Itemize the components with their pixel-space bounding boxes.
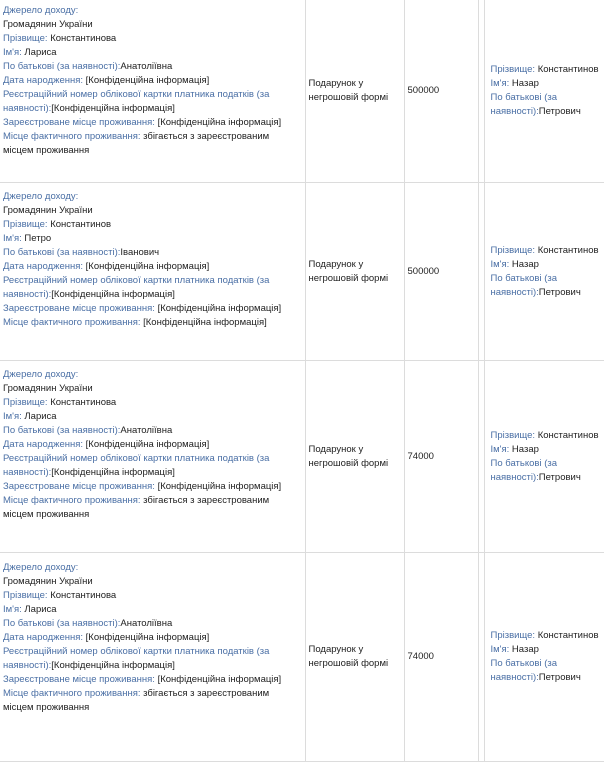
amount-cell <box>404 553 478 762</box>
patronymic-value: Анатоліївна <box>120 61 173 72</box>
recipient-surname-label: Прізвище: <box>490 64 536 75</box>
income-type: Подарунок у негрошовій формі <box>308 443 389 469</box>
recipient-surname-value: Константинов <box>537 429 599 441</box>
dob-label: Дата народження: <box>3 75 84 86</box>
income-amount: 74000 <box>407 450 434 462</box>
dob-value: [Конфіденційна інформація] <box>85 261 210 272</box>
name-label: Ім'я: <box>3 604 22 615</box>
registered-address-label: Зареєстроване місце проживання: <box>3 303 155 314</box>
surname-label: Прізвище: <box>3 33 48 44</box>
dob-value: [Конфіденційна інформація] <box>85 439 210 450</box>
source-label: Джерело доходу: <box>3 191 79 202</box>
recipient-name-value: Назар <box>511 443 539 455</box>
source-label: Джерело доходу: <box>3 5 79 16</box>
tax-number-value: [Конфіденційна інформація] <box>51 289 175 300</box>
name-value: Петро <box>24 233 52 244</box>
table-row <box>0 183 604 361</box>
recipient-name-label: Ім'я: <box>490 258 510 270</box>
recipient-surname-value: Константинов <box>537 244 599 256</box>
registered-address-label: Зареєстроване місце проживання: <box>3 481 155 492</box>
amount-cell <box>404 0 478 183</box>
surname-label: Прізвище: <box>3 590 48 601</box>
recipient-surname-label: Прізвище: <box>490 429 536 441</box>
income-source-cell <box>0 553 305 762</box>
recipient-surname-value: Константинов <box>537 64 599 75</box>
recipient-surname-label: Прізвище: <box>490 630 536 641</box>
source-label: Джерело доходу: <box>3 562 79 573</box>
recipient-name-value: Назар <box>511 644 539 655</box>
income-type-cell <box>305 553 404 762</box>
tax-number-value: [Конфіденційна інформація] <box>51 103 175 114</box>
actual-address-label: Місце фактичного проживання: <box>3 495 141 506</box>
recipient-name-label: Ім'я: <box>490 443 510 455</box>
income-type: Подарунок у негрошовій формі <box>308 644 389 669</box>
recipient-name-label: Ім'я: <box>490 78 510 89</box>
registered-address-value: [Конфіденційна інформація] <box>157 674 282 685</box>
dob-label: Дата народження: <box>3 439 84 450</box>
source-value: Громадянин України <box>3 576 93 587</box>
patronymic-value: Анатоліївна <box>120 618 173 629</box>
recipient-cell <box>484 361 604 553</box>
recipient-surname-label: Прізвище: <box>490 244 536 256</box>
name-label: Ім'я: <box>3 47 22 58</box>
registered-address-value: [Конфіденційна інформація] <box>157 117 282 128</box>
patronymic-label: По батькові (за наявності): <box>3 247 121 258</box>
amount-cell <box>404 361 478 553</box>
recipient-name-value: Назар <box>511 78 539 89</box>
name-label: Ім'я: <box>3 411 22 422</box>
surname-value: Константинова <box>50 590 117 601</box>
tax-number-value: [Конфіденційна інформація] <box>51 660 175 671</box>
registered-address-value: [Конфіденційна інформація] <box>157 303 282 314</box>
registered-address-value: [Конфіденційна інформація] <box>157 481 282 492</box>
income-source-cell <box>0 183 305 361</box>
recipient-patronymic-value: Петрович <box>538 106 581 117</box>
name-label: Ім'я: <box>3 233 22 244</box>
tax-number-label: Реєстраційний номер облікової картки платника податків (за наявності): <box>3 453 270 478</box>
registered-address-label: Зареєстроване місце проживання: <box>3 117 155 128</box>
dob-label: Дата народження: <box>3 632 84 643</box>
patronymic-value: Іванович <box>120 247 160 258</box>
actual-address-label: Місце фактичного проживання: <box>3 317 141 328</box>
recipient-name-value: Назар <box>511 258 539 270</box>
actual-address-label: Місце фактичного проживання: <box>3 131 141 142</box>
recipient-patronymic-value: Петрович <box>538 471 581 483</box>
source-value: Громадянин України <box>3 19 93 30</box>
recipient-patronymic-label: По батькові (за наявності): <box>490 92 557 117</box>
recipient-patronymic-label: По батькові (за наявності): <box>490 272 557 298</box>
patronymic-label: По батькові (за наявності): <box>3 425 121 436</box>
source-label: Джерело доходу: <box>3 369 79 380</box>
dob-value: [Конфіденційна інформація] <box>85 75 210 86</box>
source-value: Громадянин України <box>3 205 93 216</box>
tax-number-label: Реєстраційний номер облікової картки платника податків (за наявності): <box>3 646 270 671</box>
surname-value: Константинова <box>50 33 117 44</box>
surname-label: Прізвище: <box>3 397 48 408</box>
income-type-cell <box>305 0 404 183</box>
amount-cell <box>404 183 478 361</box>
tax-number-label: Реєстраційний номер облікової картки платника податків (за наявності): <box>3 89 270 114</box>
source-value: Громадянин України <box>3 383 93 394</box>
tax-number-label: Реєстраційний номер облікової картки платника податків (за наявності): <box>3 275 270 300</box>
table-row <box>0 0 604 183</box>
name-value: Лариса <box>24 604 57 615</box>
surname-label: Прізвище: <box>3 219 48 230</box>
income-type-cell <box>305 361 404 553</box>
patronymic-label: По батькові (за наявності): <box>3 618 121 629</box>
name-value: Лариса <box>24 411 57 422</box>
table-row <box>0 553 604 762</box>
actual-address-value: збігається з зареєстрованим місцем проживання <box>3 131 270 156</box>
actual-address-label: Місце фактичного проживання: <box>3 688 141 699</box>
table-row <box>0 361 604 553</box>
income-amount: 74000 <box>407 651 434 662</box>
income-source-cell <box>0 0 305 183</box>
tax-number-value: [Конфіденційна інформація] <box>51 467 175 478</box>
surname-value: Константинова <box>50 397 117 408</box>
recipient-patronymic-value: Петрович <box>538 286 581 298</box>
recipient-cell <box>484 553 604 762</box>
recipient-patronymic-label: По батькові (за наявності): <box>490 457 557 483</box>
recipient-cell <box>484 183 604 361</box>
income-amount: 500000 <box>407 85 440 96</box>
recipient-surname-value: Константинов <box>537 630 599 641</box>
dob-value: [Конфіденційна інформація] <box>85 632 210 643</box>
actual-address-value: [Конфіденційна інформація] <box>143 317 267 328</box>
recipient-cell <box>484 0 604 183</box>
name-value: Лариса <box>24 47 57 58</box>
registered-address-label: Зареєстроване місце проживання: <box>3 674 155 685</box>
recipient-patronymic-label: По батькові (за наявності): <box>490 658 557 683</box>
income-amount: 500000 <box>407 265 440 277</box>
recipient-name-label: Ім'я: <box>490 644 510 655</box>
income-source-cell <box>0 361 305 553</box>
patronymic-label: По батькові (за наявності): <box>3 61 121 72</box>
patronymic-value: Анатоліївна <box>120 425 173 436</box>
income-type: Подарунок у негрошовій формі <box>308 78 389 103</box>
income-type-cell <box>305 183 404 361</box>
dob-label: Дата народження: <box>3 261 84 272</box>
income-type: Подарунок у негрошовій формі <box>308 258 389 284</box>
actual-address-value: збігається з зареєстрованим місцем проживання <box>3 495 270 520</box>
recipient-patronymic-value: Петрович <box>538 672 581 683</box>
surname-value: Константинов <box>50 219 112 230</box>
actual-address-value: збігається з зареєстрованим місцем проживання <box>3 688 270 713</box>
